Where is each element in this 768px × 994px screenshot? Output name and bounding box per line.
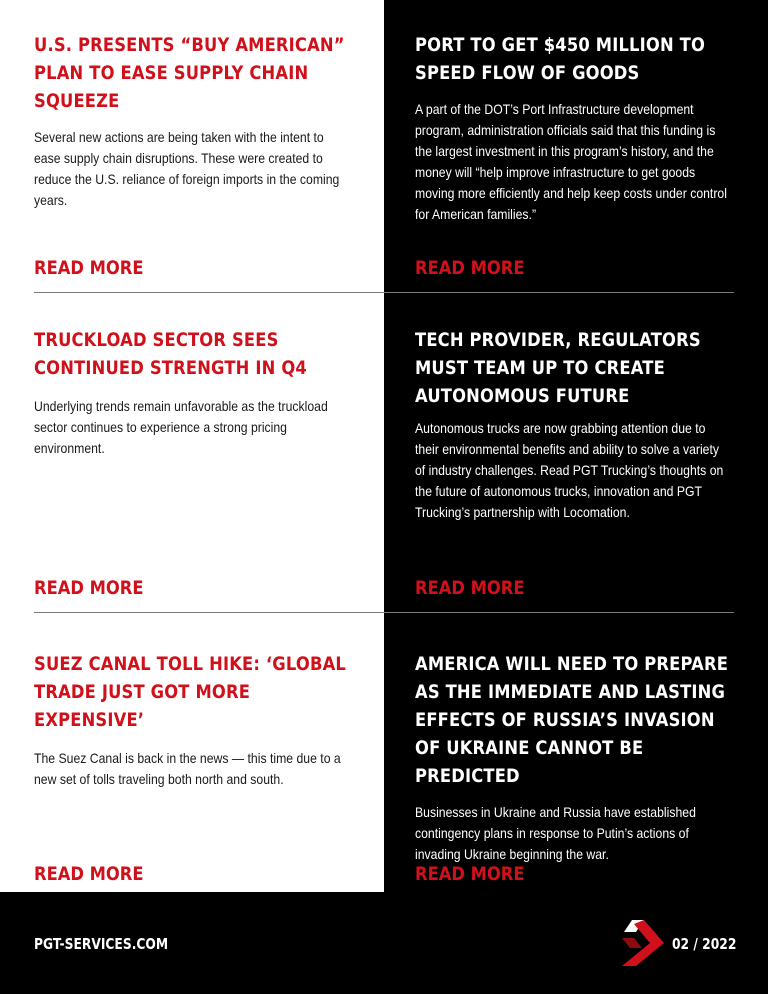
- read-more-link[interactable]: READ MORE: [34, 257, 144, 279]
- read-more-link[interactable]: READ MORE: [415, 863, 525, 885]
- row-divider: [34, 612, 734, 613]
- read-more-link[interactable]: READ MORE: [415, 577, 525, 599]
- article-truckload: [34, 326, 354, 459]
- article-body: Underlying trends remain unfavorable as the truckload sector continues to experience a strong pricing environment.: [34, 399, 328, 456]
- read-more-link[interactable]: READ MORE: [415, 257, 525, 279]
- pgt-logo-icon: [620, 918, 664, 968]
- article-supply-chain: [34, 31, 354, 211]
- article-body: Businesses in Ukraine and Russia have established contingency plans in response to Putin’s actions of invading Ukraine beginning the war.: [415, 805, 696, 862]
- article-body: The Suez Canal is back in the news — this time due to a new set of tolls traveling both north and south.: [34, 751, 341, 787]
- article-headline: TECH PROVIDER, REGULATORS MUST TEAM UP TO CREATE AUTONOMOUS FUTURE: [415, 329, 701, 407]
- read-more-link[interactable]: READ MORE: [34, 863, 144, 885]
- article-autonomous: [415, 326, 735, 523]
- article-port-funding: [415, 31, 735, 225]
- article-headline: SUEZ CANAL TOLL HIKE: ‘GLOBAL TRADE JUST GOT MORE EXPENSIVE’: [34, 653, 346, 731]
- article-body: A part of the DOT’s Port Infrastructure development program, administration officials said that this funding is the largest investment in this program’s history, and the money will “help improve infrastructure to get goods moving more efficiently and help keep costs under control for American families.”: [415, 102, 727, 222]
- article-headline: U.S. PRESENTS “BUY AMERICAN” PLAN TO EASE SUPPLY CHAIN SQUEEZE: [34, 34, 345, 112]
- read-more-link[interactable]: READ MORE: [34, 577, 144, 599]
- article-ukraine: [415, 650, 735, 865]
- row-divider: [34, 292, 734, 293]
- website-link[interactable]: PGT-SERVICES.COM: [34, 935, 169, 953]
- issue-date: 02 / 2022: [672, 935, 737, 953]
- article-headline: TRUCKLOAD SECTOR SEES CONTINUED STRENGTH IN Q4: [34, 329, 307, 379]
- article-body: Autonomous trucks are now grabbing attention due to their environmental benefits and ability to solve a variety of industry challenges. Read PGT Trucking’s thoughts on the future of autonomous trucks, innovation and PGT Trucking’s partnership with Locomation.: [415, 421, 724, 520]
- article-body: Several new actions are being taken with the intent to ease supply chain disruptions. These were created to reduce the U.S. reliance of foreign imports in the coming years.: [34, 130, 340, 208]
- article-headline: AMERICA WILL NEED TO PREPARE AS THE IMMEDIATE AND LASTING EFFECTS OF RUSSIA’S INVASION OF UKRAINE CANNOT BE PREDICTED: [415, 653, 729, 787]
- article-suez-canal: [34, 650, 354, 790]
- article-headline: PORT TO GET $450 MILLION TO SPEED FLOW OF GOODS: [415, 34, 706, 84]
